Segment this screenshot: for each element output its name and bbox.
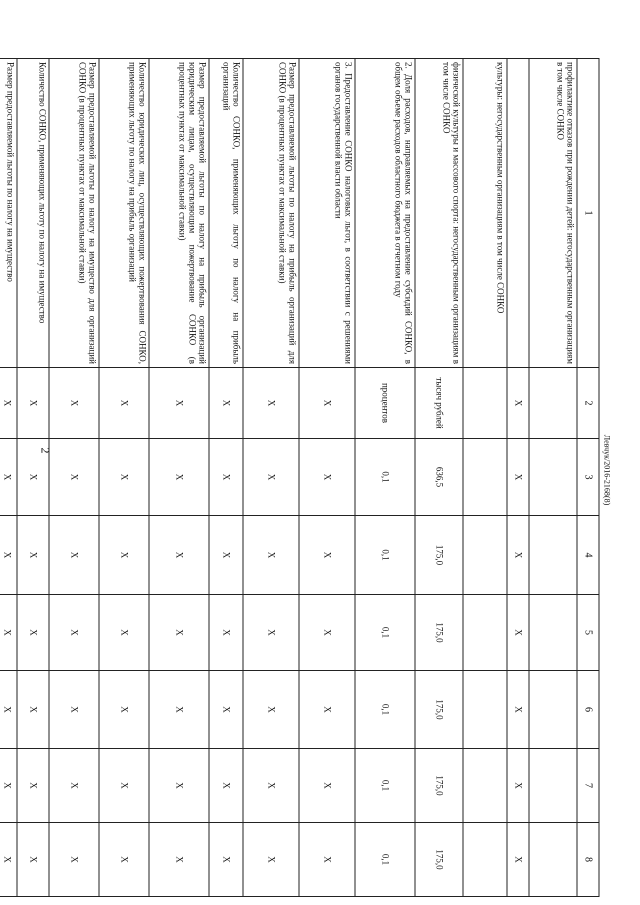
header-cell: 5 xyxy=(577,595,599,671)
value-cell xyxy=(529,595,577,671)
table-row xyxy=(355,59,415,897)
table-row xyxy=(149,59,209,897)
value-cell: 175,0 xyxy=(415,749,463,823)
value-cell xyxy=(529,516,577,595)
value-cell: X xyxy=(243,749,299,823)
value-cell: X xyxy=(209,439,243,516)
value-cell: X xyxy=(99,823,149,897)
indicator-cell: Размер предоставляемой льготы по налогу на прибыль организаций юридическим лицам, осуществляющим пожертвование СОНКО (в процентных пунктах от максимальной ставки) xyxy=(149,59,209,368)
value-cell: X xyxy=(17,439,49,516)
unit-cell: X xyxy=(507,368,529,439)
value-cell: X xyxy=(507,823,529,897)
unit-cell: X xyxy=(0,368,17,439)
value-cell: X xyxy=(0,439,17,516)
value-cell: 0,1 xyxy=(355,823,415,897)
value-cell: X xyxy=(17,516,49,595)
header-cell: 6 xyxy=(577,671,599,749)
value-cell: X xyxy=(0,823,17,897)
indicator-cell: профилактике отказов при рождении детей: негосударственным организациям в том числе СОНКО xyxy=(529,59,577,368)
value-cell: X xyxy=(17,823,49,897)
value-cell: X xyxy=(149,439,209,516)
indicators-table xyxy=(0,58,600,897)
value-cell xyxy=(529,823,577,897)
page-number: 2 xyxy=(38,447,53,454)
unit-cell: X xyxy=(149,368,209,439)
header-cell: 4 xyxy=(577,516,599,595)
indicator-cell: 3. Предоставление СОНКО налоговых льгот, в соответствии с решениями органов государственной власти области xyxy=(299,59,355,368)
value-cell: X xyxy=(243,823,299,897)
value-cell: 0,1 xyxy=(355,671,415,749)
indicator-cell: Размер предоставляемой льготы по налогу на имущество xyxy=(0,59,17,368)
value-cell: X xyxy=(243,671,299,749)
value-cell: X xyxy=(149,595,209,671)
table-row xyxy=(415,59,463,897)
table-row xyxy=(507,59,529,897)
value-cell: X xyxy=(149,671,209,749)
value-cell: X xyxy=(209,823,243,897)
value-cell: 0,1 xyxy=(355,749,415,823)
value-cell: X xyxy=(507,671,529,749)
value-cell: X xyxy=(49,595,99,671)
table-row xyxy=(17,59,49,897)
value-cell: 175,0 xyxy=(415,823,463,897)
value-cell: X xyxy=(99,595,149,671)
value-cell: X xyxy=(507,439,529,516)
header-cell: 2 xyxy=(577,368,599,439)
value-cell xyxy=(463,439,507,516)
value-cell xyxy=(463,749,507,823)
unit-cell: X xyxy=(243,368,299,439)
unit-cell: тысяч рублей xyxy=(415,368,463,439)
table-row xyxy=(99,59,149,897)
value-cell: X xyxy=(49,823,99,897)
header-cell: 3 xyxy=(577,439,599,516)
value-cell: X xyxy=(243,595,299,671)
value-cell xyxy=(463,671,507,749)
indicator-cell: Количество юридических лиц, осуществляющих пожертвования СОНКО, применяющих льготу по налогу на прибыль организаций xyxy=(99,59,149,368)
indicator-cell xyxy=(507,59,529,368)
value-cell: X xyxy=(149,823,209,897)
value-cell xyxy=(529,671,577,749)
unit-cell xyxy=(529,368,577,439)
value-cell: X xyxy=(299,595,355,671)
indicator-cell: Размер предоставляемой льготы по налогу на имущество для организаций СОНКО (в процентных пунктах от максимальной ставки) xyxy=(49,59,99,368)
unit-cell: X xyxy=(299,368,355,439)
table-row xyxy=(49,59,99,897)
value-cell: X xyxy=(299,516,355,595)
value-cell: 175,0 xyxy=(415,671,463,749)
value-cell: X xyxy=(299,823,355,897)
value-cell: 175,0 xyxy=(415,595,463,671)
value-cell: X xyxy=(99,671,149,749)
indicator-cell: культуры: негосударственным организациям в том числе СОНКО xyxy=(463,59,507,368)
value-cell: X xyxy=(0,516,17,595)
value-cell: X xyxy=(0,749,17,823)
value-cell: X xyxy=(0,671,17,749)
table-row xyxy=(529,59,577,897)
header-cell: 8 xyxy=(577,823,599,897)
value-cell: X xyxy=(17,671,49,749)
value-cell: X xyxy=(209,671,243,749)
value-cell: X xyxy=(507,516,529,595)
indicator-cell: Количество СОНКО, применяющих льготу по налогу на прибыль организаций xyxy=(209,59,243,368)
unit-cell: X xyxy=(209,368,243,439)
indicator-cell: Размер предоставляемой льготы по налогу на прибыль организаций для СОНКО (в процентных пунктах от максимальной ставки) xyxy=(243,59,299,368)
value-cell: X xyxy=(99,516,149,595)
table-header-row xyxy=(577,59,599,897)
value-cell: X xyxy=(507,749,529,823)
header-cell: 1 xyxy=(577,59,599,368)
value-cell: 636,5 xyxy=(415,439,463,516)
value-cell: X xyxy=(49,749,99,823)
value-cell: 0,1 xyxy=(355,516,415,595)
unit-cell: X xyxy=(17,368,49,439)
value-cell: 0,1 xyxy=(355,595,415,671)
value-cell xyxy=(529,439,577,516)
indicator-cell: физической культуры и массового спорта: негосударственным организациям в том числе СОНКО xyxy=(415,59,463,368)
value-cell xyxy=(463,516,507,595)
value-cell: X xyxy=(507,595,529,671)
unit-cell xyxy=(463,368,507,439)
value-cell: X xyxy=(99,439,149,516)
header-cell: 7 xyxy=(577,749,599,823)
value-cell: X xyxy=(17,749,49,823)
value-cell: X xyxy=(17,595,49,671)
table-row xyxy=(0,59,17,897)
value-cell: X xyxy=(0,595,17,671)
value-cell: X xyxy=(149,516,209,595)
value-cell: X xyxy=(209,595,243,671)
value-cell: X xyxy=(299,671,355,749)
value-cell: X xyxy=(209,749,243,823)
document-code: Левчук/2016-2168(8) xyxy=(602,434,612,506)
value-cell: X xyxy=(299,439,355,516)
value-cell: X xyxy=(99,749,149,823)
table-row xyxy=(209,59,243,897)
value-cell xyxy=(463,595,507,671)
value-cell: X xyxy=(49,516,99,595)
value-cell: X xyxy=(149,749,209,823)
rotated-table-container xyxy=(2,58,600,896)
unit-cell: X xyxy=(99,368,149,439)
value-cell xyxy=(463,823,507,897)
value-cell: X xyxy=(243,516,299,595)
indicator-cell: 2. Доля расходов, направляемых на предоставление субсидий СОНКО, в общем объеме расходов областного бюджета в отчетном году xyxy=(355,59,415,368)
table-row xyxy=(463,59,507,897)
table-row xyxy=(243,59,299,897)
value-cell: X xyxy=(299,749,355,823)
unit-cell: процентов xyxy=(355,368,415,439)
indicator-cell: Количество СОНКО, применяющих льготу по налогу на имущество xyxy=(17,59,49,368)
value-cell: X xyxy=(243,439,299,516)
value-cell: 175,0 xyxy=(415,516,463,595)
value-cell: X xyxy=(209,516,243,595)
value-cell: X xyxy=(49,671,99,749)
value-cell: X xyxy=(49,439,99,516)
table-row xyxy=(299,59,355,897)
value-cell xyxy=(529,749,577,823)
value-cell: 0,1 xyxy=(355,439,415,516)
unit-cell: X xyxy=(49,368,99,439)
